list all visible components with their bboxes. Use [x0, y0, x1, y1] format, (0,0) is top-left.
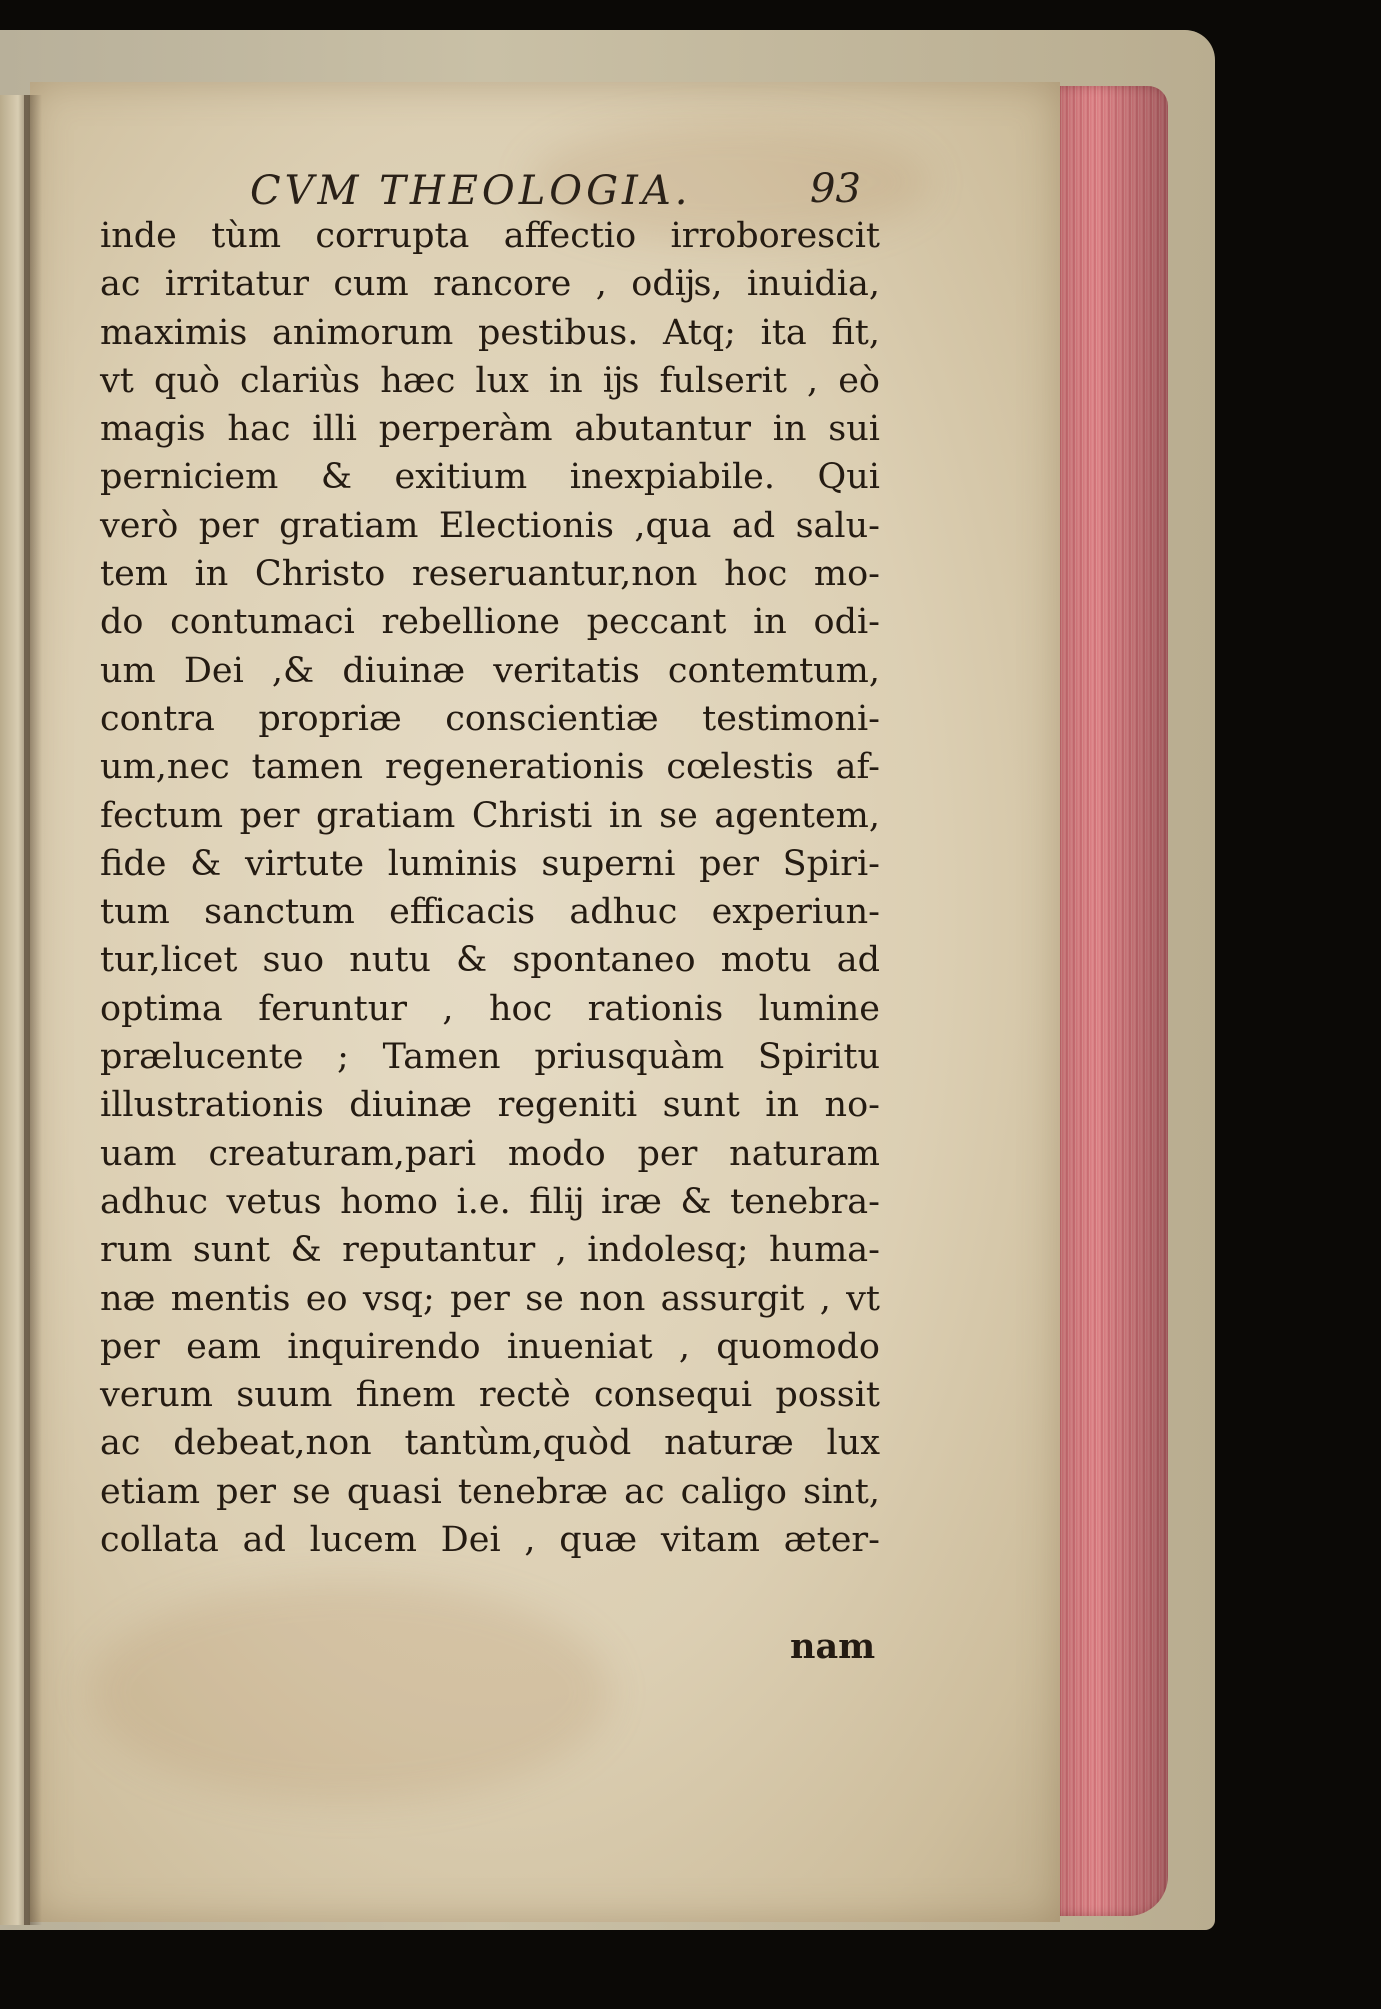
text-line: rum sunt & reputantur , indolesq; huma-	[100, 1230, 880, 1271]
text-line: um Dei ,& diuinæ veritatis contemtum,	[100, 650, 880, 691]
page-edges-shade	[1048, 86, 1168, 1916]
text-line: tum sanctum efficacis adhuc experiun-	[100, 892, 880, 933]
text-line: ac debeat,non tantùm,quòd naturæ lux	[100, 1423, 880, 1464]
text-line: contra propriæ conscientiæ testimoni-	[100, 698, 880, 739]
text-line: ac irritatur cum rancore , odĳs, inuidia,	[100, 264, 880, 305]
running-header: CVM THEOLOGIA.	[250, 168, 692, 214]
page-number: 93	[810, 166, 861, 212]
text-line: illustrationis diuinæ regeniti sunt in no-	[100, 1085, 880, 1126]
page-stain	[90, 1582, 610, 1802]
text-line: etiam per se quasi tenebræ ac caligo sint,	[100, 1471, 880, 1512]
text-line: fide & virtute luminis superni per Spiri-	[100, 843, 880, 884]
text-line: tem in Christo reseruantur,non hoc mo-	[100, 554, 880, 595]
text-line: do contumaci rebellione peccant in odi-	[100, 602, 880, 643]
text-line: optima feruntur , hoc rationis lumine	[100, 988, 880, 1029]
text-line: fectum per gratiam Christi in se agentem,	[100, 795, 880, 836]
text-line: magis hac illi perperàm abutantur in sui	[100, 409, 880, 450]
text-line: verum suum finem rectè consequi possit	[100, 1375, 880, 1416]
text-line: verò per gratiam Electionis ,qua ad salu-	[100, 505, 880, 546]
spine-shadow	[24, 95, 42, 1925]
text-line: inde tùm corrupta affectio irroborescit	[100, 216, 880, 256]
text-line: uam creaturam,pari modo per naturam	[100, 1133, 880, 1174]
text-line: adhuc vetus homo i.e. filĳ iræ & tenebra-	[100, 1181, 880, 1222]
text-line: per eam inquirendo inueniat , quomodo	[100, 1326, 880, 1367]
text-line: perniciem & exitium inexpiabile. Qui	[100, 457, 880, 498]
text-line: næ mentis eo vsq; per se non assurgit , vt	[100, 1278, 880, 1319]
text-line: maximis animorum pestibus. Atq; ita fit,	[100, 312, 880, 353]
text-line: collata ad lucem Dei , quæ vitam æter-	[100, 1520, 880, 1561]
text-line: um,nec tamen regenerationis cœlestis af-	[100, 747, 880, 788]
text-line: vt quò clariùs hæc lux in ĳs fulserit , eò	[100, 360, 880, 401]
text-line: tur,licet suo nutu & spontaneo motu ad	[100, 940, 880, 981]
catchword: nam	[790, 1626, 876, 1667]
text-line: prælucente ; Tamen priusquàm Spiritu	[100, 1037, 880, 1078]
page-body-text	[100, 212, 880, 1564]
